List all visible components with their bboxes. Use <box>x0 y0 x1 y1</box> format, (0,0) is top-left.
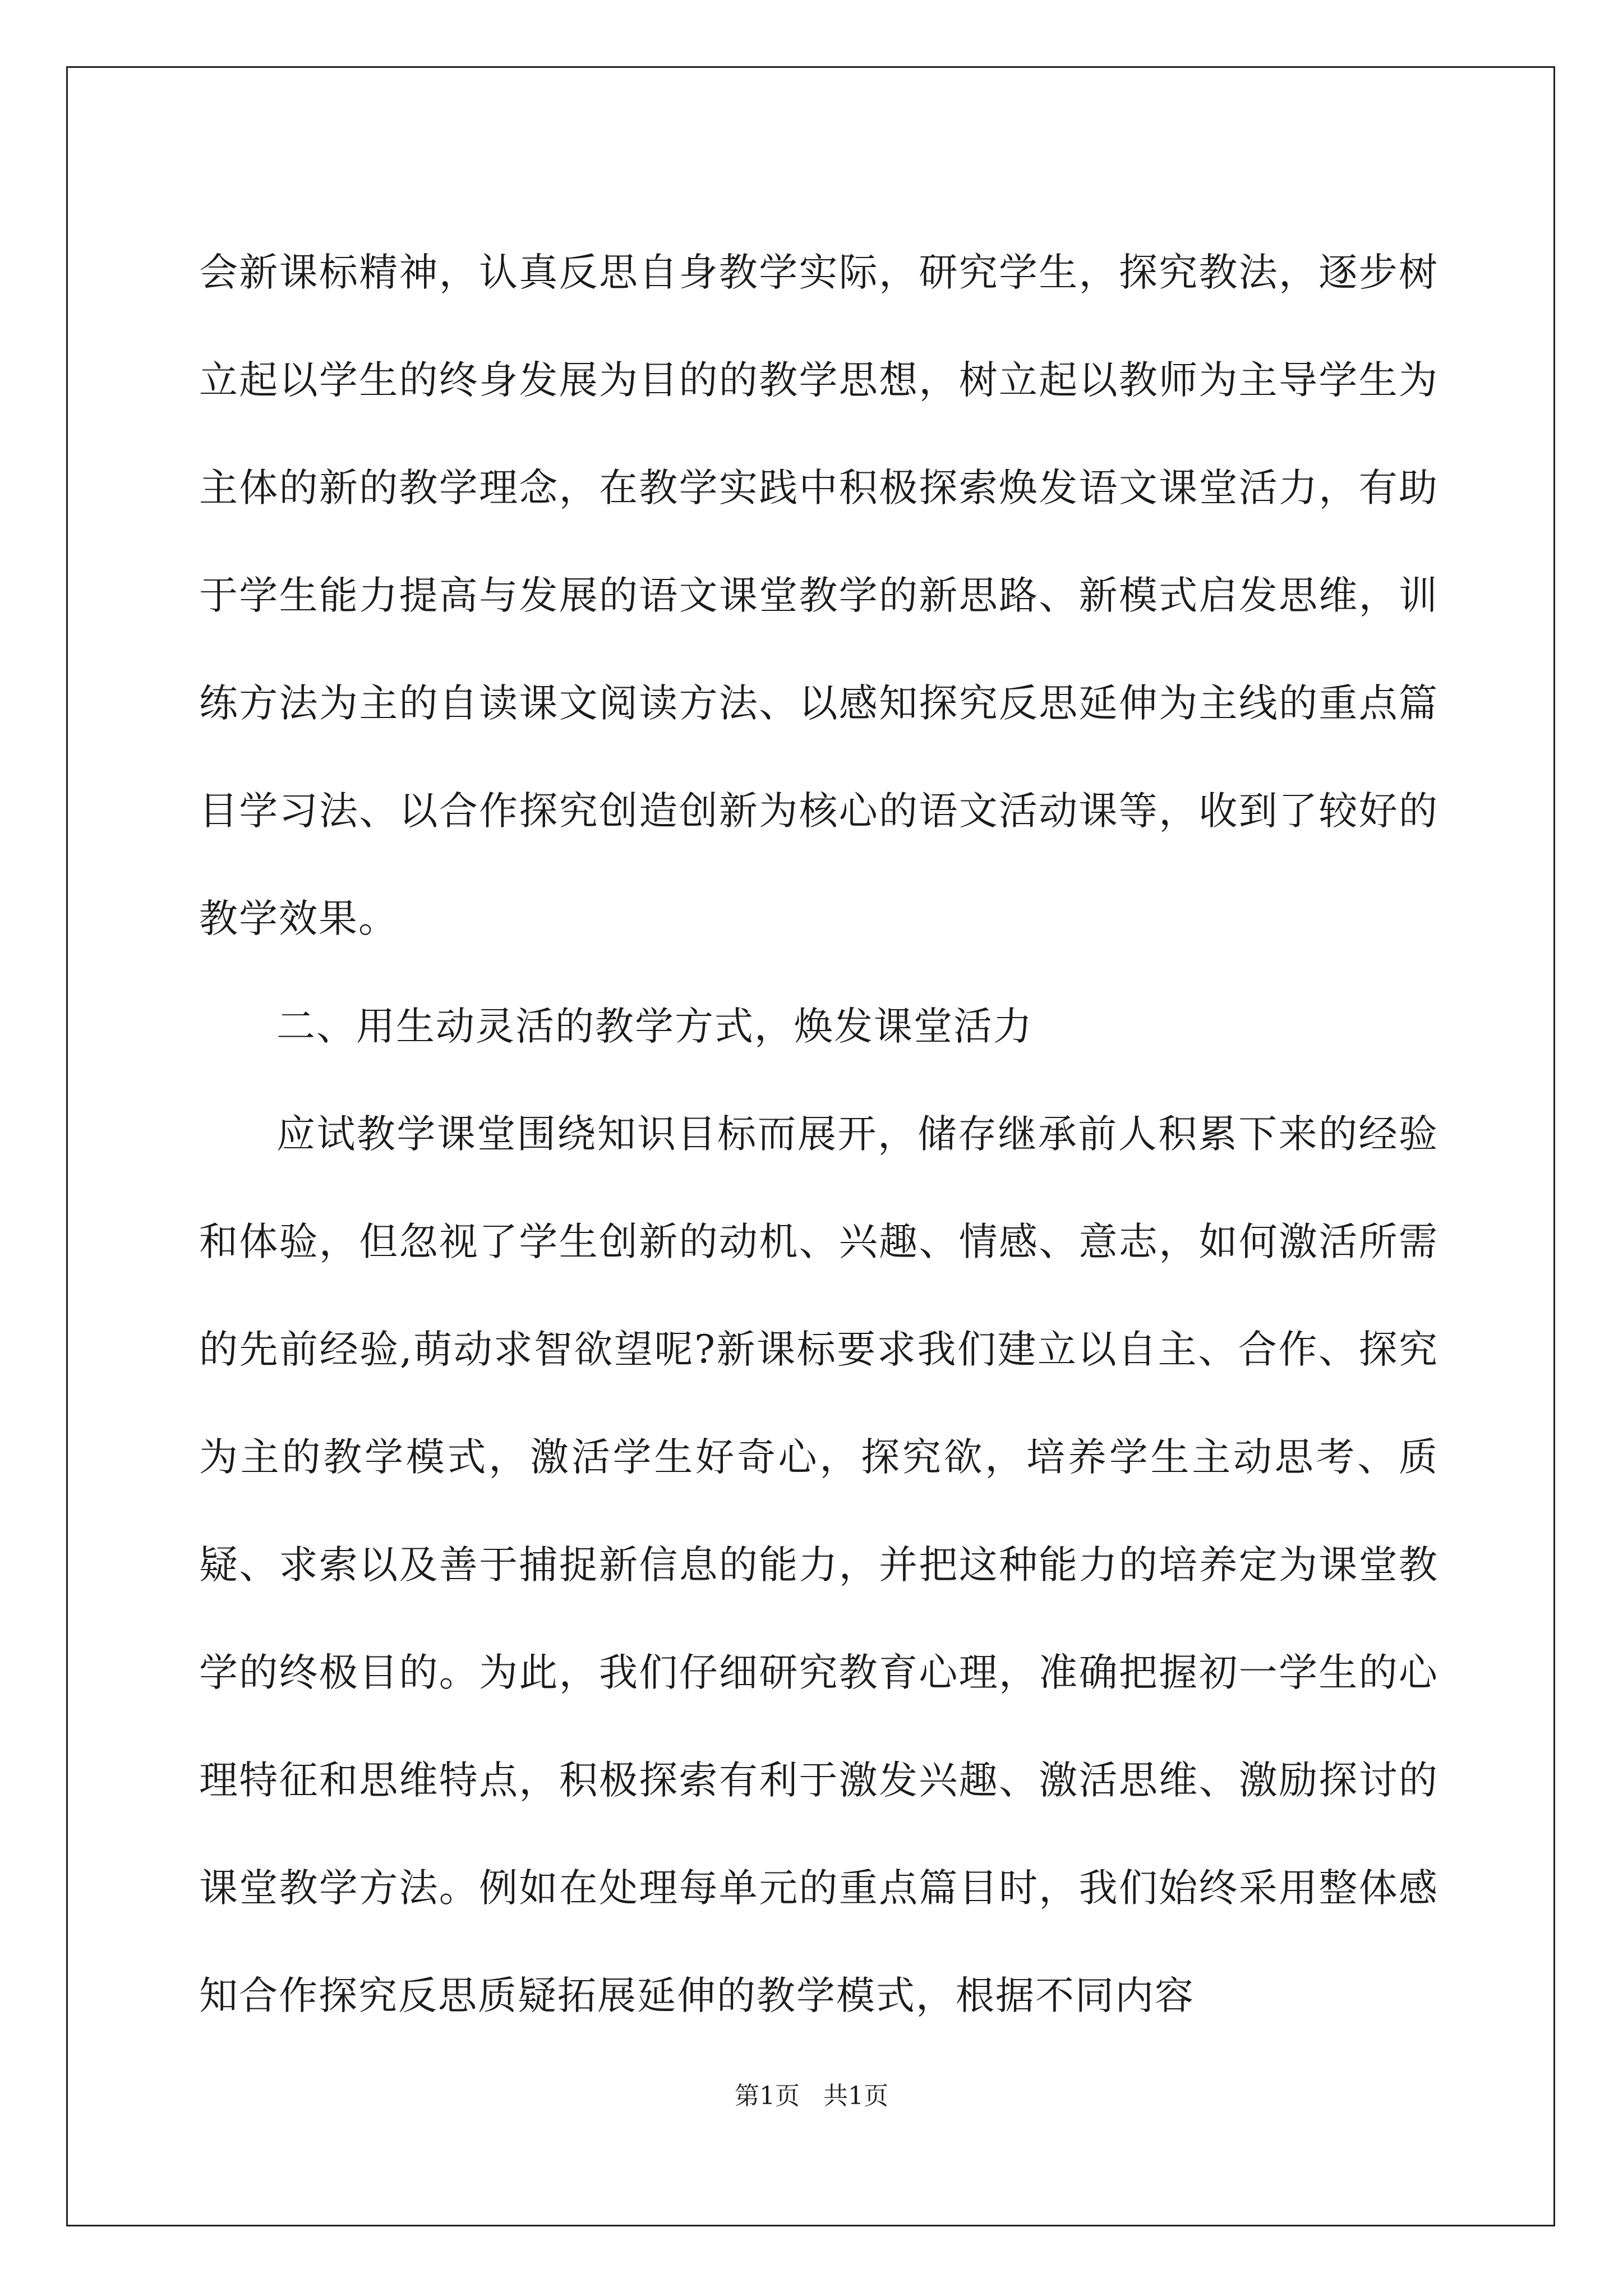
document-body <box>199 219 1438 2050</box>
page-footer <box>0 2076 1623 2111</box>
page-count: 共1页 <box>823 2082 888 2110</box>
section-heading: 二、用生动灵活的教学方式，焕发课堂活力 <box>276 1004 1033 1049</box>
paragraph-1: 会新课标精神，认真反思自身教学实际，研究学生，探究教法，逐步树立起以学生的终身发展为目的的教学思想，树立起以教师为主导学生为主体的新的教学理念，在教学实践中积极探索焕发语文课堂活力，有助于学生能力提高与发展的语文课堂教学的新思路、新模式启发思维，训练方法为主的自读课文阅读方法、以感知探究反思延伸为主线的重点篇目学习法、以合作探究创造创新为核心的语文活动课等，收到了较好的教学效果。 <box>199 250 1438 941</box>
paragraph-2: 应试教学课堂围绕知识目标而展开，储存继承前人积累下来的经验和体验，但忽视了学生创新的动机、兴趣、情感、意志，如何激活所需的先前经验,萌动求智欲望呢?新课标要求我们建立以自主、合作、探究为主的教学模式，激活学生好奇心，探究欲，培养学生主动思考、质疑、求索以及善于捕捉新信息的能力，并把这种能力的培养定为课堂教学的终极目的。为此，我们仔细研究教育心理，准确把握初一学生的心理特征和思维特点，积极探索有利于激发兴趣、激活思维、激励探讨的课堂教学方法。例如在处理每单元的重点篇目时，我们始终采用整体感知合作探究反思质疑拓展延伸的教学模式，根据不同内容 <box>199 1112 1438 2018</box>
page-number: 第1页 <box>735 2082 800 2110</box>
